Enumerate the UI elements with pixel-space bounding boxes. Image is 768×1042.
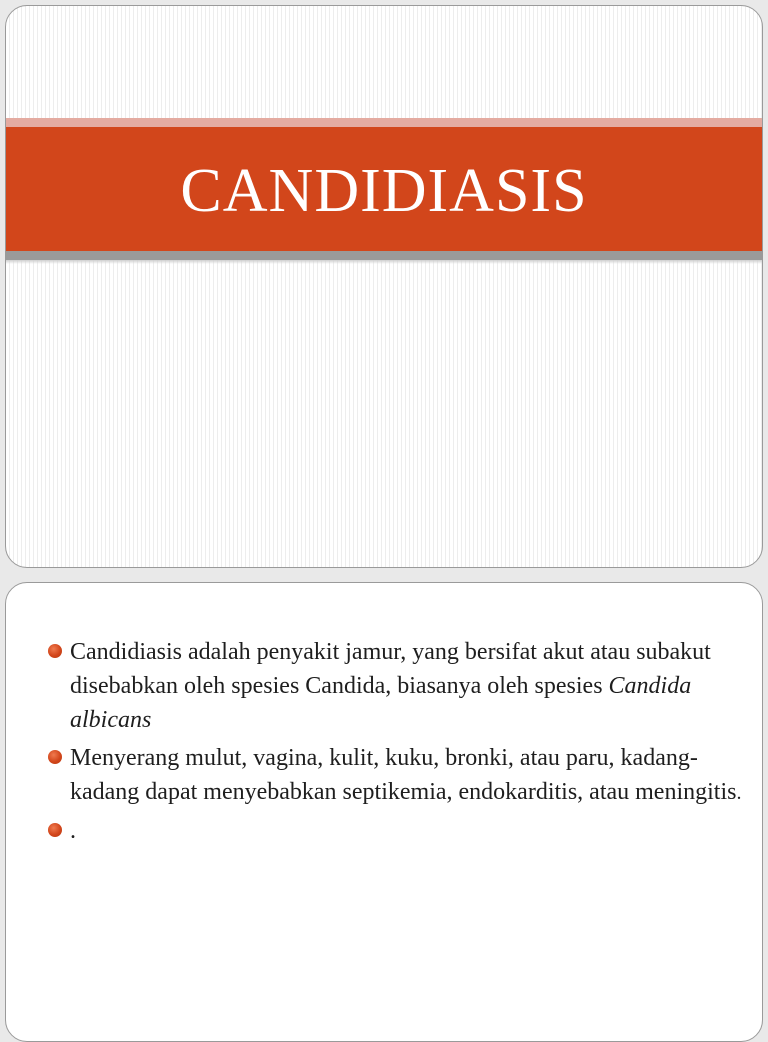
title-slide [5, 5, 763, 568]
bullet-list [48, 635, 748, 852]
bullet-text-3: . [70, 818, 76, 844]
bullet-dot-icon [48, 644, 62, 658]
title-band [6, 127, 762, 251]
title-band-bottom-stripe [6, 251, 762, 260]
bullet-item-3 [48, 814, 748, 848]
bullet-item-1 [48, 635, 748, 737]
content-slide [5, 582, 763, 1042]
bullet-dot-icon [48, 823, 62, 837]
bullet-dot-icon [48, 750, 62, 764]
bullet-italic-species: Candida albicans [70, 673, 692, 733]
bullet-text-2: Menyerang mulut, vagina, kulit, kuku, bronki, atau paru, kadang-kadang dapat menyebabkan septikemia, endokarditis, atau meningitis [70, 745, 737, 805]
bullet-text-1: Candidiasis adalah penyakit jamur, yang bersifat akut atau subakut disebabkan oleh spesies Candida, biasanya oleh spesies [70, 639, 711, 699]
title-band-top-stripe [6, 118, 762, 127]
slide-title: CANDIDIASIS [180, 157, 588, 225]
title-band-shadow [6, 260, 762, 264]
bullet-text-2-period: . [736, 782, 742, 804]
bullet-item-2 [48, 741, 748, 810]
